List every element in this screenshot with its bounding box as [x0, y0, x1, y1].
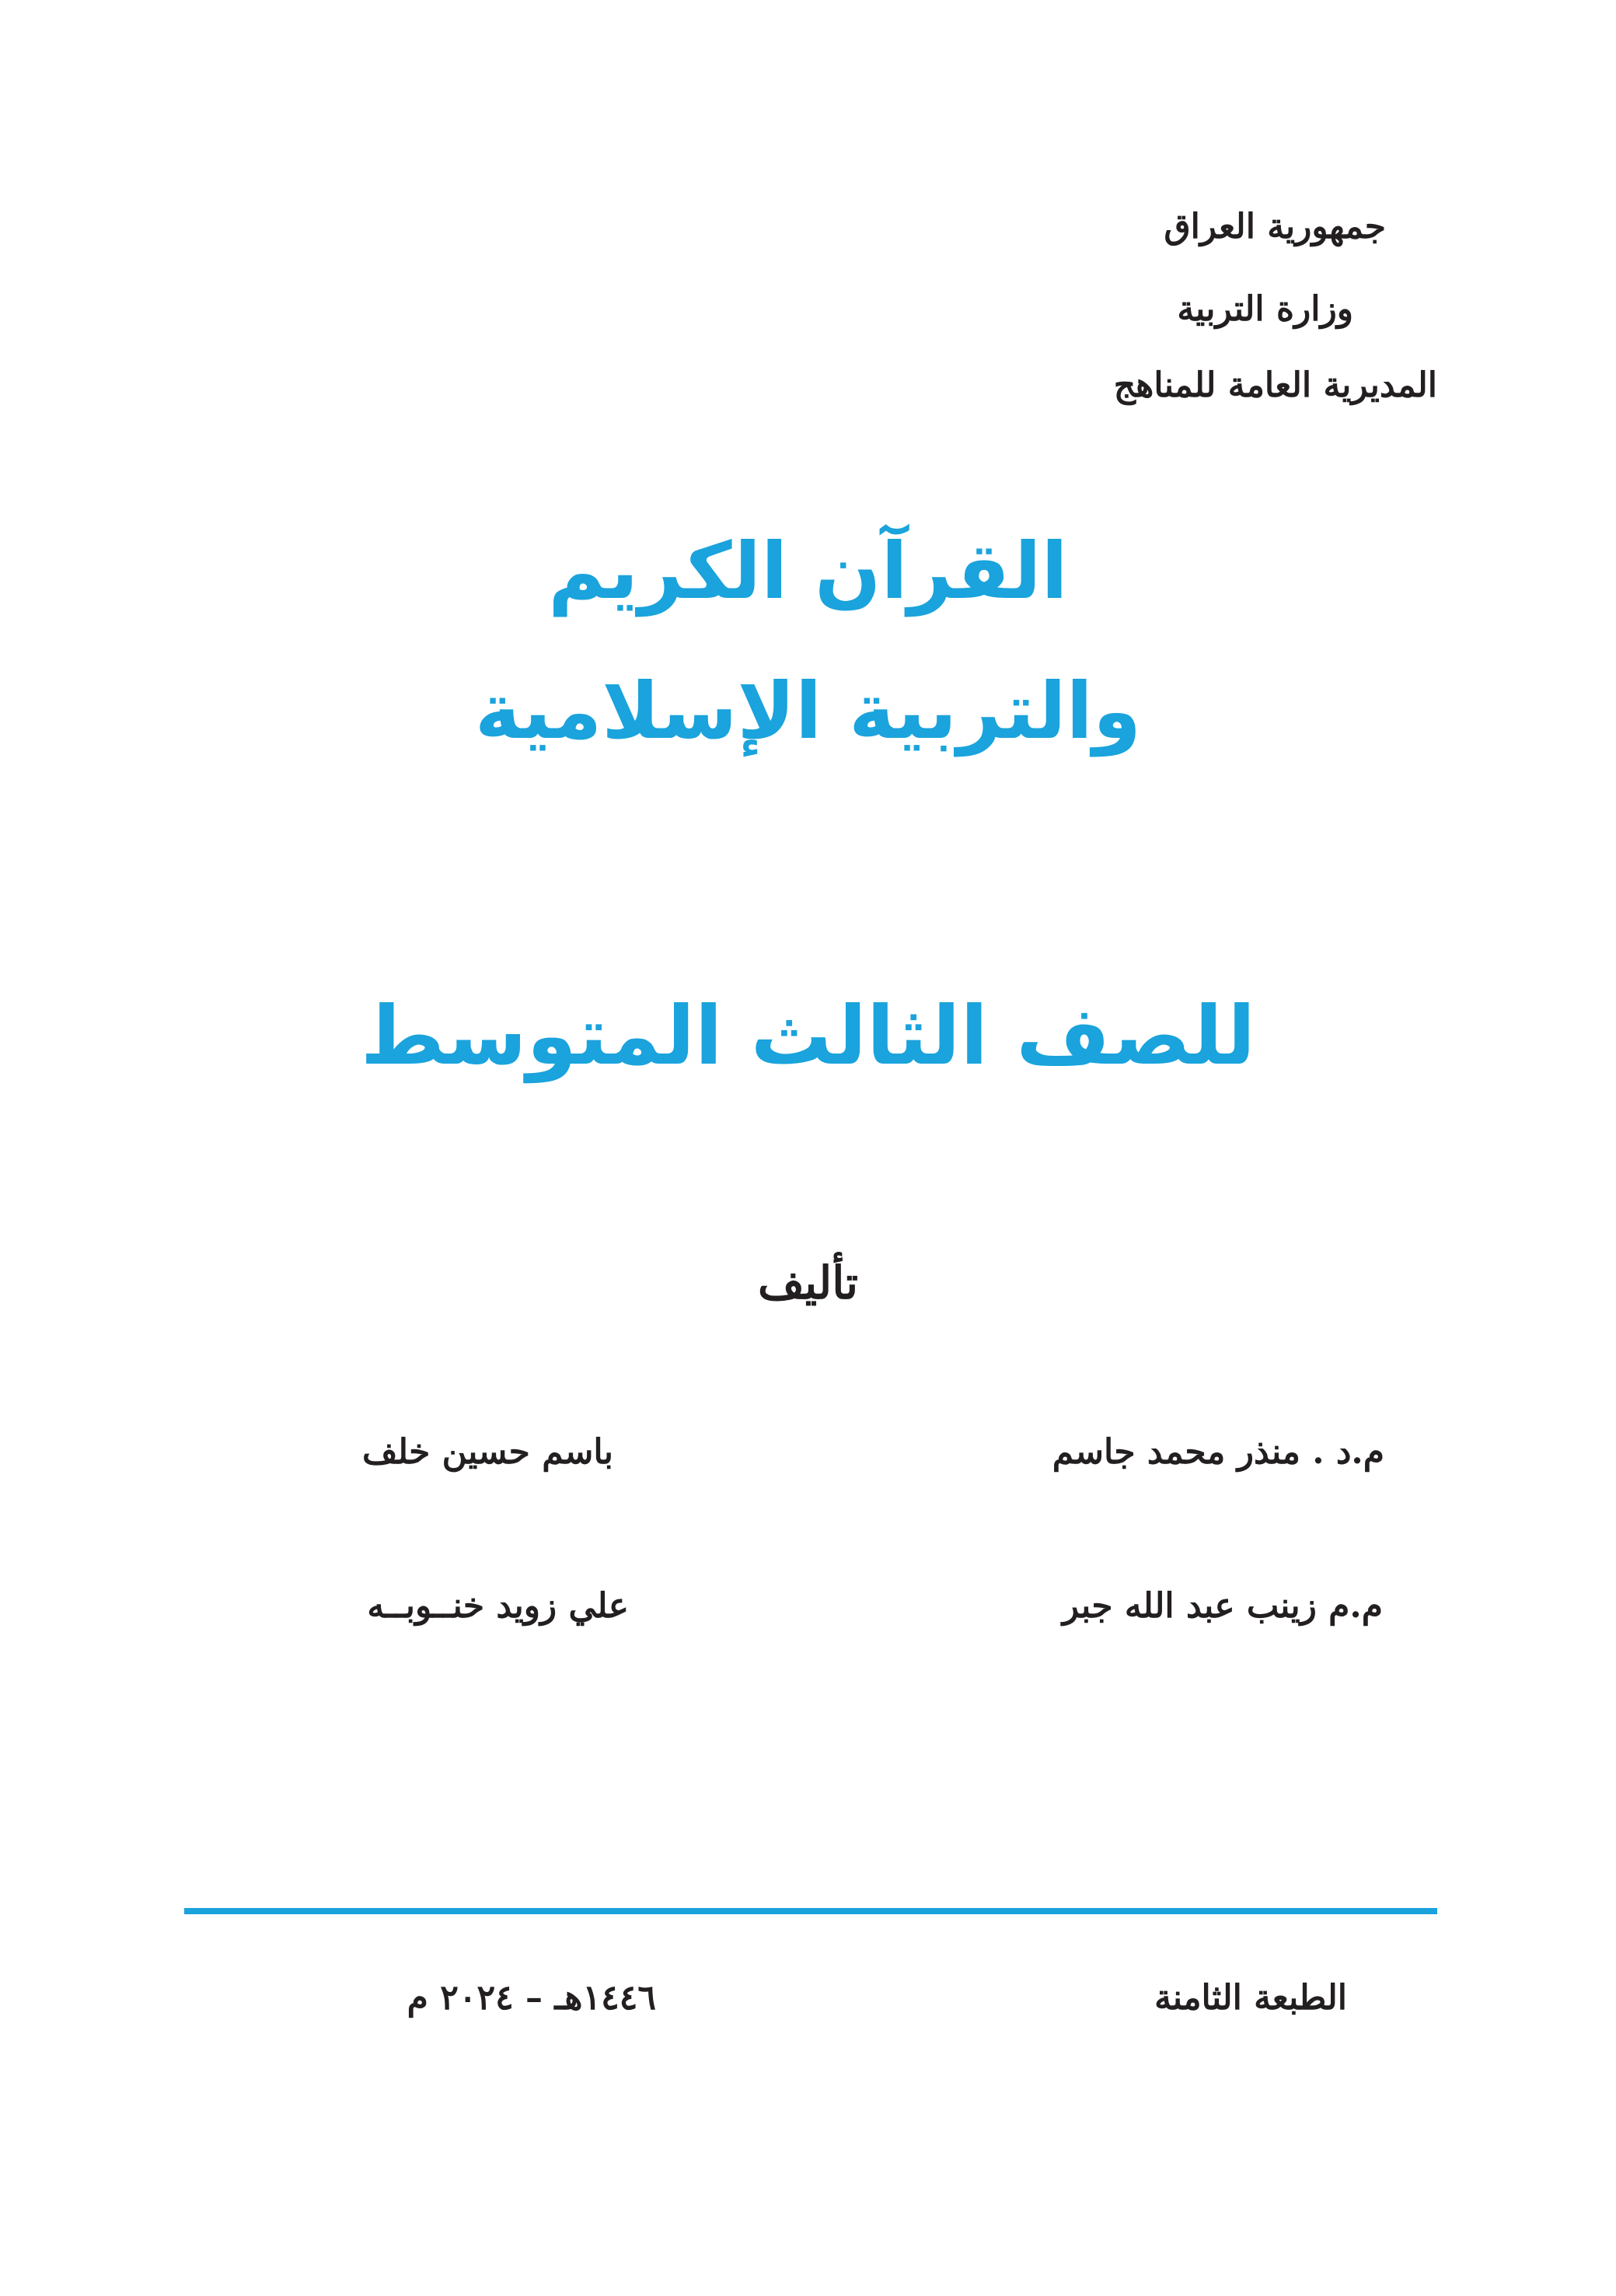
author-left-1: باسم حسين خلف [362, 1432, 613, 1472]
authorship-label: تأليف [757, 1256, 859, 1309]
header-republic: جمهورية العراق [1164, 207, 1386, 246]
footer-divider [184, 1908, 1437, 1914]
author-right-2: م.م زينب عبد الله جبر [1062, 1586, 1383, 1626]
book-title-line2: والتربية الإسلامية [474, 666, 1142, 757]
author-right-1: م.د . منذر محمد جاسم [1052, 1432, 1384, 1472]
header-ministry: وزارة التربية [1177, 289, 1353, 329]
book-title-line1: القرآن الكريم [548, 526, 1068, 617]
author-left-2: علي زويد خنــوبــه [367, 1586, 629, 1626]
publication-date: ١٤٤٦هـ – ٢٠٢٤ م [407, 1978, 656, 2018]
header-directorate: المديرية العامة للمناهج [1113, 365, 1437, 405]
grade-title: للصف الثالث المتوسط [360, 988, 1256, 1083]
edition-label: الطبعة الثامنة [1154, 1978, 1347, 2018]
